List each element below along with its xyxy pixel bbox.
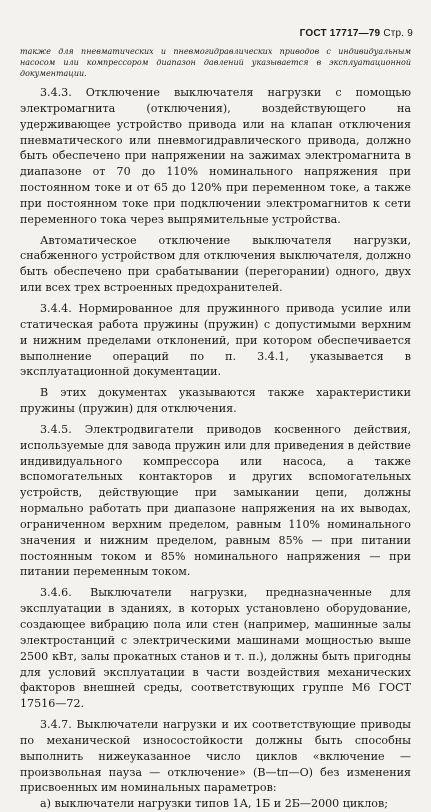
paragraph-3-4-3: 3.4.3. Отключение выключателя нагрузки с помощью электромагнита (отключения), воздействующего на удерживающее устройство привода или на клапан отключения пневматического или пневмогидравлического привода, должно быть обеспечено при напряжении на зажимах электромагнита в диапазоне от 70 до 110% номинального напряжения при постоянном токе и от 65 до 120% при переменном токе, а также при постоянном токе при подключении электромагнитов к сети переменного тока через выпрямительные устройства. bbox=[20, 86, 411, 226]
paragraph-3-4-5: 3.4.5. Электродвигатели приводов косвенного действия, используемые для завода пружин или для приведения в действие индивидуального компрессора или насоса, а также вспомогательных контакторов и других вспомогательных устройств, действующие при замыкании цепи, должны нормально работать при диапазоне напряжения на их выводах, ограниченном верхним пределом, равным 110% номинального значения и нижним пределом, равным 85% — при питании постоянным током и 85% номинального напряжения — при питании переменным током. bbox=[20, 422, 411, 579]
paragraph-spring-docs: В этих документах указываются также характеристики пружины (пружин) для отключения. bbox=[20, 386, 411, 416]
page-number: Стр. 9 bbox=[383, 28, 413, 39]
paragraph-3-4-7: 3.4.7. Выключатели нагрузки и их соответствующие приводы по механической износостойкости должны быть способны выполнить нижеуказанное число циклов «включение — произвольная пауза — отключение» (В—tп—О) без изменения присвоенных им номинальных параметров: bbox=[20, 718, 411, 795]
paragraph-3-4-4: 3.4.4. Нормированное для пружинного привода усилие или статическая работа пружины (пружин) с допустимыми верхним и нижним пределами отклонений, при котором обеспечивается выполнение операций по п. 3.4.1, указывается в эксплуатационной документации. bbox=[20, 301, 411, 379]
paragraph-auto-trip: Автоматическое отключение выключателя нагрузки, снабженного устройством для отключения выключателя, должно быть обеспечено при срабатывании (перегорании) одного, двух или всех трех встроенных предохранителей. bbox=[20, 233, 411, 295]
paragraph-3-4-6: 3.4.6. Выключатели нагрузки, предназначенные для эксплуатации в зданиях, в которых установлено оборудование, создающее вибрацию пола или стен (например, машинные залы электростанций с электрическими машинами мощностью выше 2500 кВт, залы прокатных станов и т. п.), должны быть пригодны для условий эксплуатации в части воздействия механических факторов внешней среды, соответствующих группе М6 ГОСТ 17516—72. bbox=[20, 586, 411, 711]
standard-number: ГОСТ 17717—79 bbox=[299, 28, 381, 39]
page-header bbox=[300, 28, 413, 39]
carryover-note: также для пневматических и пневмогидравлических приводов с индивидуальным насосом или компрессором диапазон давлений указывается в эксплуатационной документации. bbox=[20, 47, 411, 78]
list-item-a: а) выключатели нагрузки типов 1А, 1Б и 2Б—2000 циклов; bbox=[40, 797, 388, 811]
document-body bbox=[20, 46, 411, 812]
